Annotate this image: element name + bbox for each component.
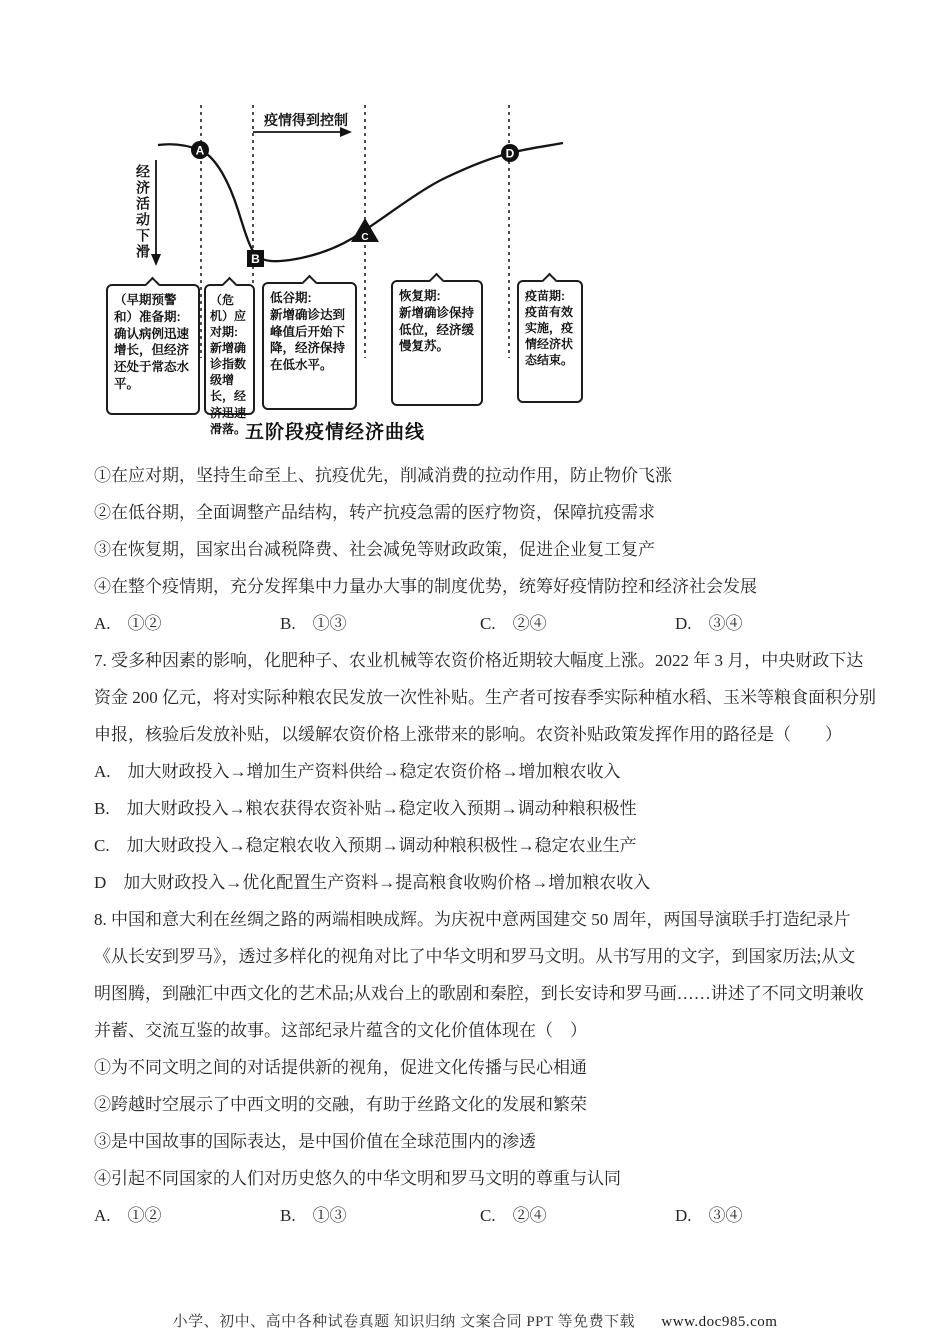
stage-desc: 确认病例迅速增长，但经济还处于常态水平。	[114, 326, 190, 391]
stage-desc: 新增确诊保持低位，经济缓慢复苏。	[399, 305, 475, 354]
stage-desc: 新增确诊指数级增长，经济迅速滑落。	[210, 341, 247, 436]
epidemic-economy-diagram	[85, 90, 605, 452]
point-marker-b	[247, 250, 264, 267]
q7-option-d: D 加大财政投入→优化配置生产资料→提高粮食收购价格→增加粮农收入	[94, 873, 651, 892]
stage-box-crisis-response	[204, 284, 255, 436]
q6-option-b: B. ①③	[280, 614, 347, 633]
q7-stem-line-1: 7. 受多种因素的影响，化肥种子、农业机械等农资价格近期较大幅度上涨。2022 年 3 月，中央财政下达	[94, 651, 864, 670]
q6-option-a: A. ①②	[94, 614, 162, 633]
q7-option-c: C. 加大财政投入→稳定粮农收入预期→调动种粮积极性→稳定农业生产	[94, 836, 637, 855]
q8-stem-line-1: 8. 中国和意大利在丝绸之路的两端相映成辉。为庆祝中意两国建交 50 周年，两国导演联手打造纪录片	[94, 910, 851, 929]
site-footer	[0, 1310, 950, 1331]
svg-text:D: D	[505, 146, 515, 161]
q8-statement-1: ①为不同文明之间的对话提供新的视角，促进文化传播与民心相通	[94, 1058, 587, 1077]
stage-title: 恢复期:	[399, 289, 441, 303]
stage-title: 低谷期:	[270, 291, 312, 305]
stage-box-trough	[262, 282, 357, 410]
stage-title: （危机）应对期:	[210, 293, 247, 340]
question-text-block	[94, 457, 884, 1234]
q8-statement-4: ④引起不同国家的人们对历史悠久的中华文明和罗马文明的尊重与认同	[94, 1169, 621, 1188]
q7-stem-line-2: 资金 200 亿元，将对实际种粮农民发放一次性补贴。生产者可按春季实际种植水稻、玉米等粮食面积分别	[94, 688, 876, 707]
q7-option-b: B. 加大财政投入→粮农获得农资补贴→稳定收入预期→调动种粮积极性	[94, 799, 637, 818]
economy-curve	[158, 143, 563, 261]
svg-text:C: C	[361, 232, 369, 243]
stage-desc: 疫苗有效实施，疫情经济状态结束。	[525, 305, 574, 368]
q8-stem-line-4: 并蓄、交流互鉴的故事。这部纪录片蕴含的文化价值体现在（ ）	[94, 1021, 587, 1040]
q6-option-c: C. ②④	[480, 614, 547, 633]
y-axis-label: 经济活动下滑	[135, 164, 151, 260]
stage-desc: 新增确诊达到峰值后开始下降，经济保持在低水平。	[270, 307, 346, 372]
q8-statement-3: ③是中国故事的国际表达，是中国价值在全球范围内的渗透	[94, 1132, 536, 1151]
stage-box-vaccine	[517, 280, 583, 403]
q8-statement-2: ②跨越时空展示了中西文明的交融，有助于丝路文化的发展和繁荣	[94, 1095, 587, 1114]
q6-statement-1: ①在应对期，坚持生命至上、抗疫优先，削减消费的拉动作用，防止物价飞涨	[94, 466, 672, 485]
q6-option-d: D. ③④	[675, 614, 743, 633]
q6-statement-2: ②在低谷期，全面调整产品结构，转产抗疫急需的医疗物资，保障抗疫需求	[94, 503, 655, 522]
q6-statement-3: ③在恢复期，国家出台减税降费、社会减免等财政政策，促进企业复工复产	[94, 540, 655, 559]
footer-url: www.doc985.com	[661, 1314, 778, 1330]
q8-option-d: D. ③④	[675, 1206, 743, 1225]
q7-stem-line-3: 申报，核验后发放补贴，以缓解农资价格上涨带来的影响。农资补贴政策发挥作用的路径是（ ）	[94, 725, 842, 744]
point-marker-d	[501, 144, 519, 162]
stage-box-preparation	[106, 284, 200, 415]
footer-text: 小学、初中、高中各种试卷真题 知识归纳 文案合同 PPT 等免费下载	[172, 1314, 636, 1330]
diagram-caption: 五阶段疫情经济曲线	[244, 422, 425, 443]
point-marker-c	[351, 218, 379, 243]
q8-stem-line-2: 《从长安到罗马》，透过多样化的视角对比了中华文明和罗马文明。从书写用的文字，到国家历法;从文	[94, 947, 856, 966]
stage-title: （早期预警和）准备期:	[114, 293, 181, 324]
point-marker-a	[191, 141, 209, 159]
q6-statement-4: ④在整个疫情期，充分发挥集中力量办大事的制度优势，统筹好疫情防控和经济社会发展	[94, 577, 757, 596]
q8-option-b: B. ①③	[280, 1206, 347, 1225]
q6-options-row	[94, 605, 884, 642]
q8-stem-line-3: 明图腾，到融汇中西文化的艺术品;从戏台上的歌剧和秦腔，到长安诗和罗马画……讲述了不同文明兼收	[94, 984, 864, 1003]
stage-box-recovery	[391, 280, 483, 406]
control-arrow-label: 疫情得到控制	[264, 112, 348, 128]
svg-text:B: B	[251, 252, 260, 266]
svg-text:A: A	[195, 143, 205, 158]
stage-title: 疫苗期:	[525, 289, 565, 303]
q8-option-a: A. ①②	[94, 1206, 162, 1225]
q8-option-c: C. ②④	[480, 1206, 547, 1225]
q7-option-a: A. 加大财政投入→增加生产资料供给→稳定农资价格→增加粮农收入	[94, 762, 621, 781]
q8-options-row	[94, 1197, 884, 1234]
